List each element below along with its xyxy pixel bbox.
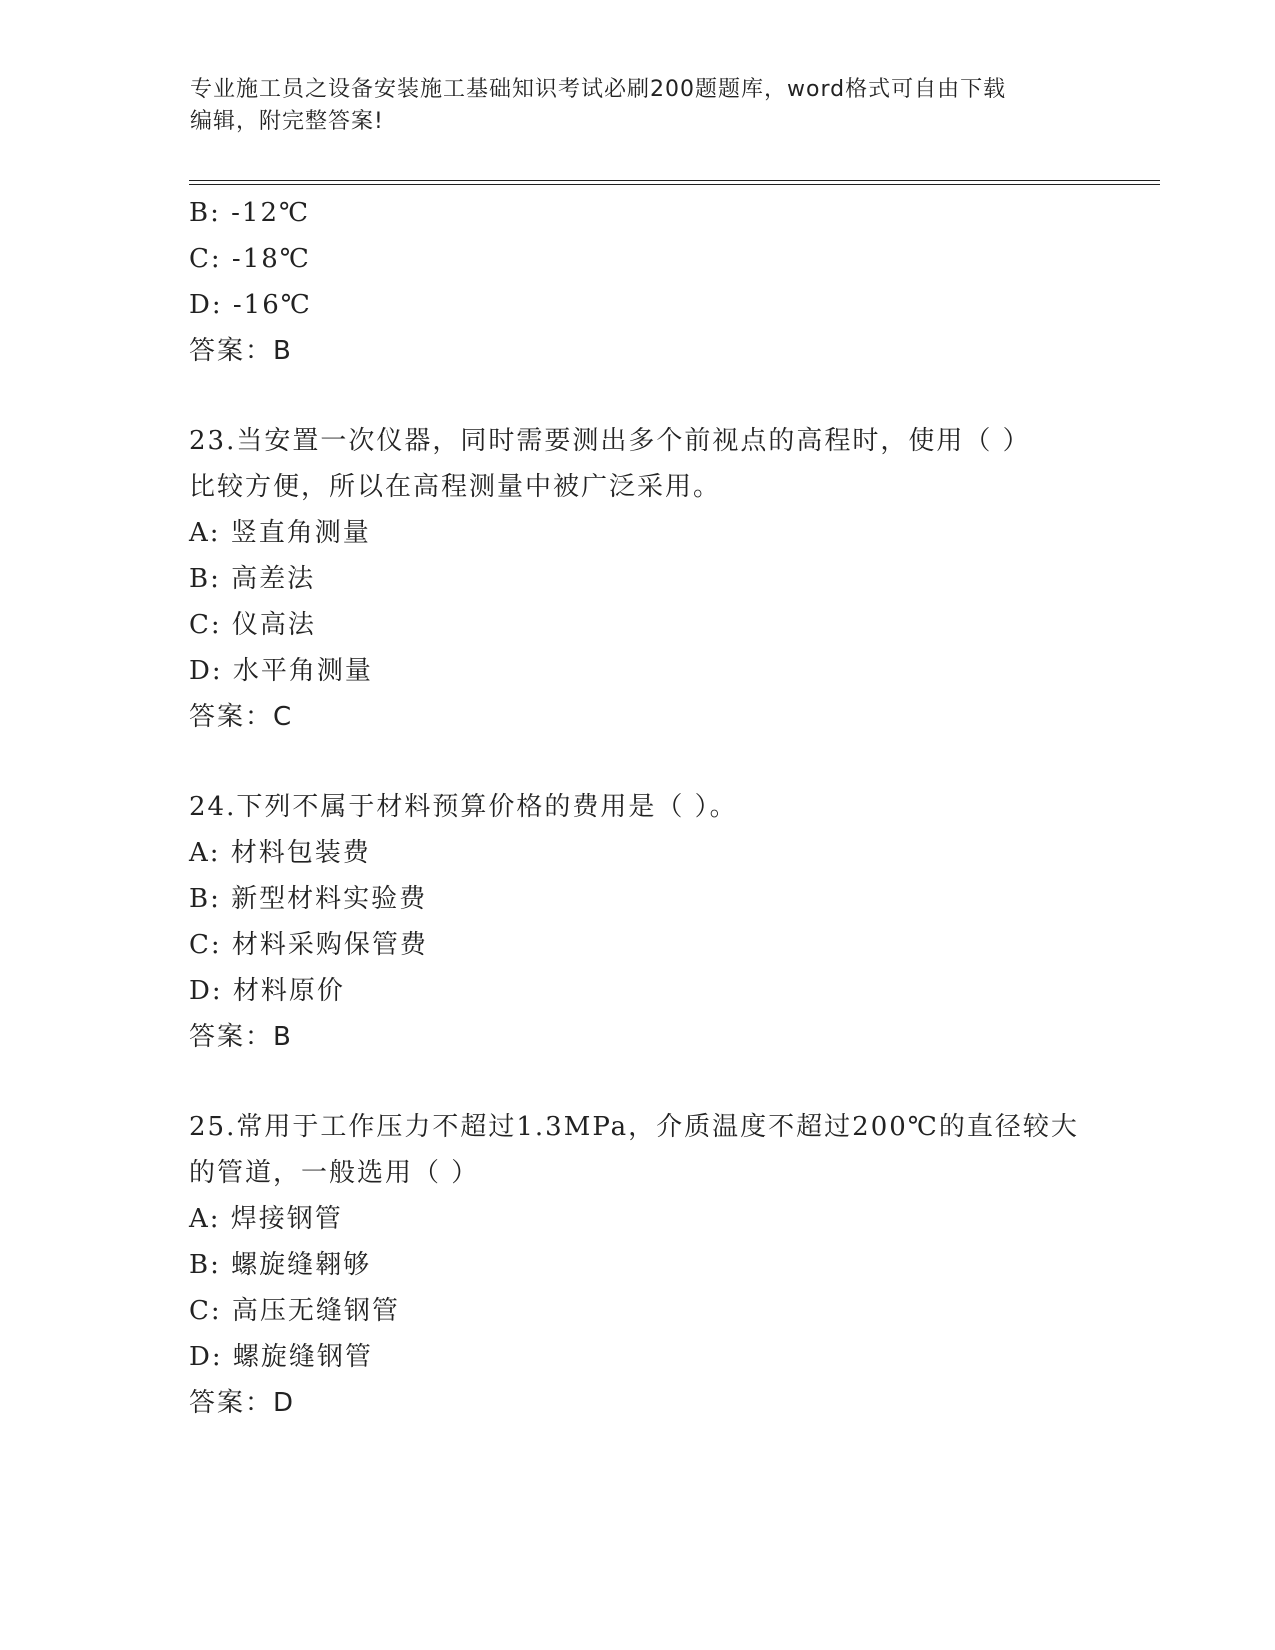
option-c: C: 材料采购保管费 [189, 930, 428, 960]
question-block-22 [189, 190, 1149, 374]
option-b: B: 螺旋缝翱够 [189, 1250, 372, 1280]
document-header [190, 74, 1090, 138]
spacer [189, 1060, 1149, 1104]
answer-line: 答案：B [189, 1022, 293, 1052]
header-divider-bottom [189, 184, 1160, 185]
option-a: A: 材料包装费 [189, 838, 371, 868]
header-title-line-2: 编辑，附完整答案! [190, 109, 384, 134]
option-c: C: -18℃ [189, 244, 311, 274]
option-a: A: 竖直角测量 [189, 518, 371, 548]
option-d: D: 材料原价 [189, 976, 345, 1006]
header-divider-top [189, 180, 1160, 181]
question-text-line-1: 24.下列不属于材料预算价格的费用是（ ）。 [189, 792, 738, 822]
option-d: D: 螺旋缝钢管 [189, 1342, 373, 1372]
question-block-25 [189, 1104, 1149, 1426]
option-b: B: 高差法 [189, 564, 316, 594]
question-text-line-2: 比较方便，所以在高程测量中被广泛采用。 [189, 472, 722, 502]
option-b: B: -12℃ [189, 198, 311, 228]
option-d: D: -16℃ [189, 290, 312, 320]
question-block-24 [189, 784, 1149, 1060]
answer-line: 答案：C [189, 702, 294, 732]
option-d: D: 水平角测量 [189, 656, 373, 686]
spacer [189, 374, 1149, 418]
question-text-line-1: 23.当安置一次仪器，同时需要测出多个前视点的高程时，使用（ ） [189, 426, 1031, 456]
question-block-23 [189, 418, 1149, 740]
option-b: B: 新型材料实验费 [189, 884, 428, 914]
spacer [189, 740, 1149, 784]
option-c: C: 仪高法 [189, 610, 316, 640]
option-a: A: 焊接钢管 [189, 1204, 343, 1234]
option-c: C: 高压无缝钢管 [189, 1296, 400, 1326]
answer-line: 答案：D [189, 1388, 296, 1418]
answer-line: 答案：B [189, 336, 293, 366]
question-text-line-1: 25.常用于工作压力不超过1.3MPa，介质温度不超过200℃的直径较大 [189, 1112, 1079, 1142]
header-title-line-1: 专业施工员之设备安装施工基础知识考试必刷200题题库，word格式可自由下载 [190, 77, 1007, 102]
document-body [189, 190, 1149, 1426]
question-text-line-2: 的管道，一般选用（ ） [189, 1158, 480, 1188]
